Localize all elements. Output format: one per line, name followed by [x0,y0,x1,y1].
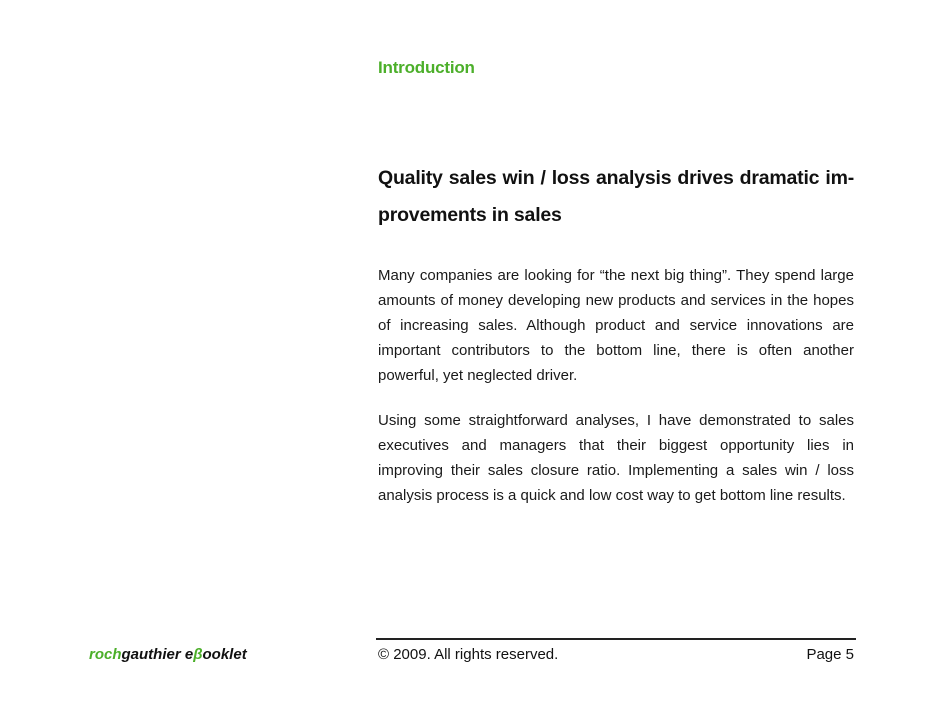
brand-beta: β [193,646,203,663]
article-headline: Quality sales win / loss analysis drives dramatic im-provements in sales [378,167,854,226]
body-paragraph-1: Many companies are looking for “the next big thing”. They spend large amounts of money developing new products and services in the hopes of increasing sales. Although product and service innovations are important contributors to the bottom line, there is often another powerful, yet neglected driver. [378,267,854,384]
section-title: Introduction [378,58,475,77]
brand-ooklet: ooklet [202,646,247,663]
page-number: Page 5 [806,646,854,663]
footer-divider [376,638,856,640]
body-paragraph-2: Using some straightforward analyses, I have demonstrated to sales executives and managers that their biggest opportunity lies in improving their sales closure ratio. Implementing a sales win / loss analysis process is a quick and low cost way to get bottom line results. [378,412,854,504]
brand-gauthier: gauthier [121,646,185,663]
brand-e: e [184,646,194,663]
copyright-notice: © 2009. All rights reserved. [378,646,559,663]
booklet-brand [89,646,247,663]
brand-roch: roch [89,646,122,663]
